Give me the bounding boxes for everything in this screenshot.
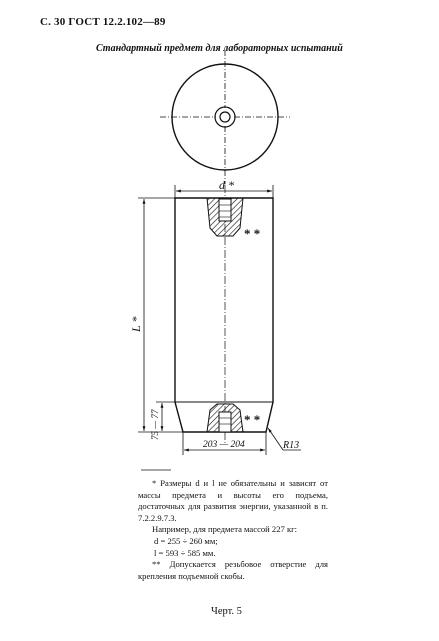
side-view xyxy=(175,185,273,445)
dimension-base xyxy=(183,432,266,455)
note-example-d: d = 255 ÷ 260 мм; xyxy=(154,535,218,546)
notes-block xyxy=(138,478,328,582)
note-threaded-hole: ** Допускается резьбовое отверстие для крепления подъемной скобы. xyxy=(138,559,328,581)
dimension-side xyxy=(150,402,175,440)
dimension-side-label: 75 — 77 xyxy=(150,409,160,440)
note-dimensions: * Размеры d и l не обязательны и зависят от массы предмета и высоты его подъема, достаточных для развития энергии, указанной в п. 7.2.2.9.7.3. xyxy=(138,478,328,523)
dimension-d-label: d * xyxy=(219,178,234,192)
dimension-radius-label: R13 xyxy=(283,440,300,451)
top-view xyxy=(160,50,290,184)
mark-top-insert: * * xyxy=(244,226,261,241)
dimension-base-label: 203 — 204 xyxy=(203,440,245,450)
mark-bottom-insert: * * xyxy=(244,412,261,427)
dimension-radius xyxy=(268,428,301,451)
top-view-hole-inner xyxy=(220,112,230,122)
dimension-L-label: L * xyxy=(129,316,143,332)
dimension-d xyxy=(175,178,273,198)
note-example-l: l = 593 ÷ 585 мм. xyxy=(154,547,216,558)
figure-caption: Черт. 5 xyxy=(211,606,242,617)
figure-title: Стандартный предмет для лабораторных испытаний xyxy=(96,43,343,54)
page-header: С. 30 ГОСТ 12.2.102—89 xyxy=(40,16,166,28)
top-view-hole-outer xyxy=(215,107,235,127)
note-example-intro: Например, для предмета массой 227 кг: xyxy=(152,524,298,535)
